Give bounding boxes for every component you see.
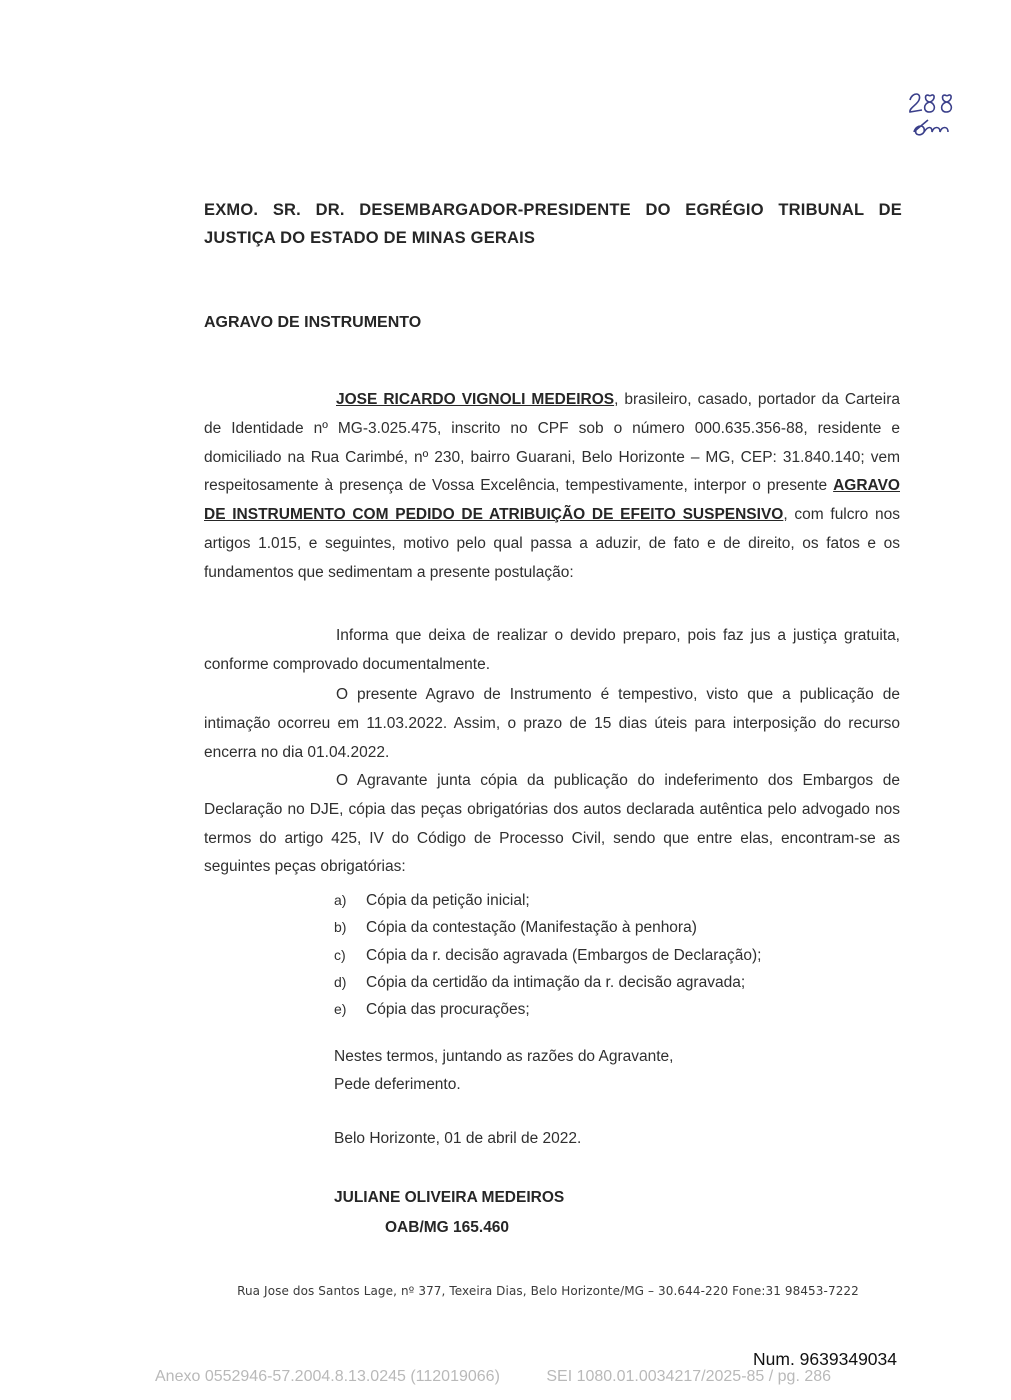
sei-reference: SEI 1080.01.0034217/2025-85 / pg. 286 bbox=[546, 1368, 832, 1385]
timeliness-paragraph: O presente Agravo de Instrumento é tempestivo, visto que a publicação de intimação ocorreu em 11.03.2022. Assim, o prazo de 15 dias úteis para interposição do recurso encerra no dia 01.04.2022. bbox=[204, 686, 900, 761]
qualification-text: , brasileiro, casado, portador da Carteira de Identidade nº MG-3.025.475, inscrito no CPF sob o número 000.635.356-88, residente e domiciliado na Rua Carimbé, nº 230, bairro Guarani, Belo Horizonte – MG, CEP: 31.840.140; vem respeitosamente à presença de Vossa Excelência, tempestivamente, interpor o presente bbox=[204, 391, 900, 495]
list-item bbox=[334, 914, 761, 941]
party-name: JOSE RICARDO VIGNOLI MEDEIROS bbox=[336, 391, 615, 408]
document-number: Num. 9639349034 bbox=[753, 1349, 897, 1369]
signer-name: JULIANE OLIVEIRA MEDEIROS bbox=[334, 1189, 565, 1206]
closing-line-1: Nestes termos, juntando as razões do Agravante, bbox=[334, 1048, 674, 1065]
list-marker: b) bbox=[334, 919, 347, 936]
handwritten-stamp-icon bbox=[902, 88, 962, 140]
list-marker: c) bbox=[334, 946, 346, 963]
petition-addressee bbox=[204, 196, 902, 252]
attachments-paragraph: O Agravante junta cópia da publicação do indeferimento dos Embargos de Declaração no DJE, cópia das peças obrigatórias dos autos declarada autêntica pelo advogado nos termos do artigo 425, IV do Código de Processo Civil, sendo que entre elas, encontram-se as seguintes peças obrigatórias: bbox=[204, 772, 900, 876]
addressee-line-2: JUSTIÇA DO ESTADO DE MINAS GERAIS bbox=[204, 229, 536, 247]
annex-reference: Anexo 0552946-57.2004.8.13.0245 (112019066) bbox=[155, 1368, 500, 1385]
list-item bbox=[334, 942, 761, 969]
list-marker: d) bbox=[334, 973, 347, 990]
annex-reference-line bbox=[155, 1368, 831, 1386]
addressee-line-1: EXMO. SR. DR. DESEMBARGADOR-PRESIDENTE DO EGRÉGIO TRIBUNAL DE bbox=[204, 201, 902, 219]
mandatory-documents-list bbox=[334, 887, 761, 1023]
list-item-text: Cópia da r. decisão agravada (Embargos de Declaração); bbox=[366, 946, 762, 964]
place-and-date: Belo Horizonte, 01 de abril de 2022. bbox=[334, 1130, 582, 1147]
signer-oab-number: OAB/MG 165.460 bbox=[385, 1219, 510, 1236]
list-item-text: Cópia da certidão da intimação da r. decisão agravada; bbox=[366, 973, 746, 991]
qualification-paragraph bbox=[204, 386, 900, 588]
list-marker: a) bbox=[334, 892, 347, 908]
action-title: AGRAVO DE INSTRUMENTO COM PEDIDO DE ATRIBUIÇÃO DE EFEITO SUSPENSIVO bbox=[204, 477, 900, 524]
letterhead-footer-address: Rua Jose dos Santos Lage, nº 377, Texeira Dias, Belo Horizonte/MG – 30.644-220 Fone:31 98453-7222 bbox=[237, 1284, 859, 1298]
handwritten-page-stamp bbox=[902, 88, 962, 140]
list-item-text: Cópia da petição inicial; bbox=[366, 892, 530, 909]
closing-formula bbox=[334, 1043, 673, 1099]
closing-line-2: Pede deferimento. bbox=[334, 1076, 461, 1093]
document-title: AGRAVO DE INSTRUMENTO bbox=[204, 314, 422, 331]
list-item bbox=[334, 969, 761, 996]
list-item-text: Cópia da contestação (Manifestação à penhora) bbox=[366, 919, 697, 937]
list-item bbox=[334, 887, 761, 914]
qualification-text-end: , com fulcro nos artigos 1.015, e seguintes, motivo pelo qual passa a aduzir, de fato e de direito, os fatos e os fundamentos que sedimentam a presente postulação: bbox=[204, 506, 900, 581]
free-justice-paragraph: Informa que deixa de realizar o devido preparo, pois faz jus a justiça gratuita, conforme comprovado documentalmente. bbox=[204, 627, 900, 673]
list-item-text: Cópia das procurações; bbox=[366, 1001, 530, 1019]
list-item bbox=[334, 996, 761, 1023]
list-marker: e) bbox=[334, 1001, 347, 1018]
